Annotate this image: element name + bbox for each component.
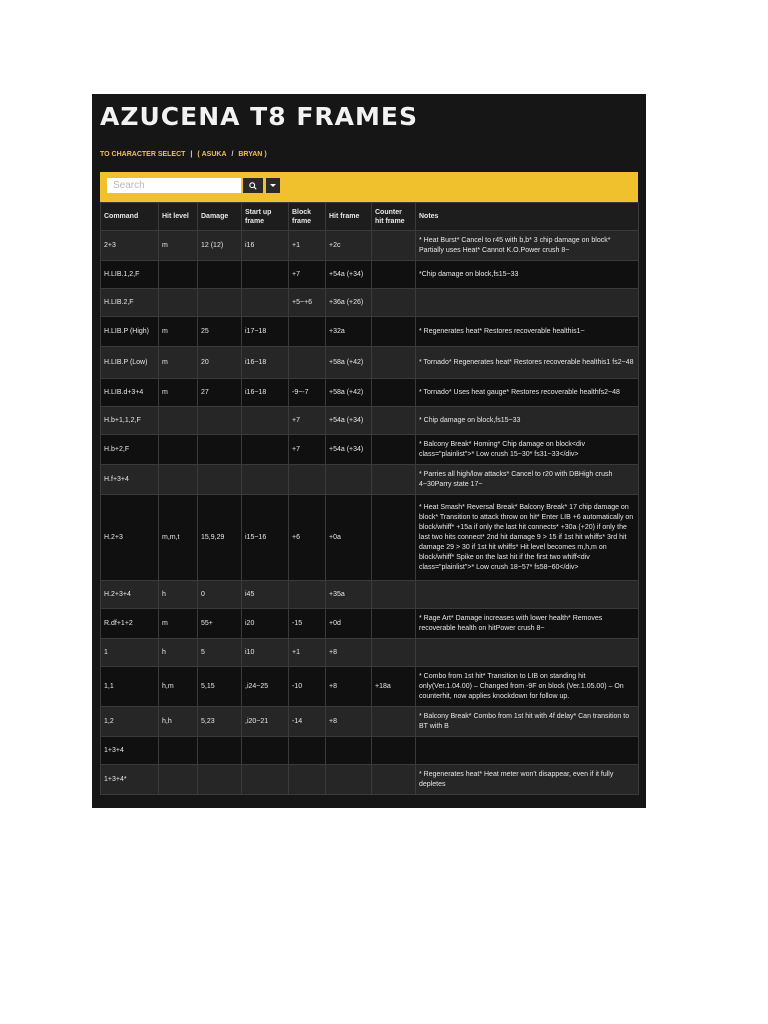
startup-cell: i45 — [242, 581, 289, 609]
hit-level-cell — [159, 465, 198, 495]
damage-cell: 55+ — [198, 609, 242, 639]
frame-data-panel — [92, 94, 646, 808]
command-cell: 1 — [101, 639, 159, 667]
damage-cell — [198, 737, 242, 765]
table-row — [101, 289, 639, 317]
notes-cell: * Rage Art* Damage increases with lower health* Removes recoverable health on hitPower crush 8~ — [416, 609, 639, 639]
startup-cell — [242, 435, 289, 465]
counter-hit-cell — [372, 289, 416, 317]
damage-cell: 0 — [198, 581, 242, 609]
command-cell: H.LIB.2,F — [101, 289, 159, 317]
startup-cell — [242, 261, 289, 289]
notes-cell: * Parries all high/low attacks* Cancel to r20 with DBHigh crush 4~30Parry state 17~ — [416, 465, 639, 495]
notes-cell: * Tornado* Uses heat gauge* Restores recoverable healthfs2~48 — [416, 379, 639, 407]
column-header-startup[interactable]: Start up frame — [242, 203, 289, 231]
counter-hit-cell — [372, 261, 416, 289]
search-button[interactable] — [243, 178, 263, 193]
startup-cell: i16~18 — [242, 379, 289, 407]
damage-cell: 27 — [198, 379, 242, 407]
command-cell: H.f+3+4 — [101, 465, 159, 495]
counter-hit-cell — [372, 581, 416, 609]
table-row — [101, 581, 639, 609]
table-header-row — [101, 203, 639, 231]
hit-frame-cell: +36a (+26) — [326, 289, 372, 317]
counter-hit-cell — [372, 495, 416, 581]
hit-level-cell — [159, 435, 198, 465]
damage-cell — [198, 765, 242, 795]
counter-hit-cell — [372, 609, 416, 639]
block-frame-cell — [289, 737, 326, 765]
block-frame-cell: +1 — [289, 231, 326, 261]
startup-cell: ,i20~21 — [242, 707, 289, 737]
counter-hit-cell — [372, 379, 416, 407]
hit-level-cell — [159, 407, 198, 435]
table-row — [101, 261, 639, 289]
command-cell: H.LIB.P (High) — [101, 317, 159, 347]
damage-cell — [198, 465, 242, 495]
hit-level-cell: m,m,t — [159, 495, 198, 581]
search-icon — [249, 182, 257, 190]
asuka-link[interactable]: ASUKA — [201, 151, 227, 158]
hit-frame-cell: +54a (+34) — [326, 435, 372, 465]
column-header-hit-level[interactable]: Hit level — [159, 203, 198, 231]
command-cell: H.b+1,1,2,F — [101, 407, 159, 435]
frame-data-table — [100, 202, 639, 795]
block-frame-cell — [289, 347, 326, 379]
block-frame-cell — [289, 581, 326, 609]
hit-frame-cell — [326, 465, 372, 495]
column-header-hit[interactable]: Hit frame — [326, 203, 372, 231]
hit-frame-cell: +8 — [326, 639, 372, 667]
hit-level-cell — [159, 261, 198, 289]
notes-cell: * Regenerates heat* Restores recoverable healthis1~ — [416, 317, 639, 347]
hit-frame-cell: +8 — [326, 707, 372, 737]
column-header-notes[interactable]: Notes — [416, 203, 639, 231]
hit-level-cell: m — [159, 317, 198, 347]
table-row — [101, 465, 639, 495]
startup-cell — [242, 737, 289, 765]
notes-cell: * Heat Smash* Reversal Break* Balcony Break* 17 chip damage on block* Transition to attack throw on hit* Enter LIB +6 automatically on block/whiff* +15a if only the last hit connects* +30a (+20) if only the last two hits connect* 2nd hit damage 9 > 15 if 1st hit whiffs* 3rd hit damage 29 > 30 if 1st hit whiffs* Hit level becomes m,h,m on block/whiff* Spike on the last hit if the first two whiff<div class="plainlist">* Low crush 18~57* fs58~60</div> — [416, 495, 639, 581]
command-cell: 1+3+4 — [101, 737, 159, 765]
hit-level-cell: m — [159, 379, 198, 407]
hit-level-cell: m — [159, 231, 198, 261]
notes-cell: * Combo from 1st hit* Transition to LIB on standing hit only(Ver.1.04.00) – Changed from -9F on block (Ver.1.05.00) – On counterhit, now applies knockdown for follow up. — [416, 667, 639, 707]
command-cell: H.LIB.1,2,F — [101, 261, 159, 289]
hit-level-cell — [159, 765, 198, 795]
table-row — [101, 639, 639, 667]
table-body — [101, 231, 639, 795]
hit-frame-cell: +2c — [326, 231, 372, 261]
table-row — [101, 495, 639, 581]
startup-cell: i10 — [242, 639, 289, 667]
hit-frame-cell: +8 — [326, 667, 372, 707]
command-cell: 2+3 — [101, 231, 159, 261]
counter-hit-cell — [372, 231, 416, 261]
command-cell: H.LIB.d+3+4 — [101, 379, 159, 407]
search-input[interactable] — [107, 178, 241, 193]
hit-frame-cell: +58a (+42) — [326, 347, 372, 379]
damage-cell — [198, 407, 242, 435]
table-row — [101, 347, 639, 379]
hit-level-cell — [159, 737, 198, 765]
hit-level-cell — [159, 289, 198, 317]
table-row — [101, 379, 639, 407]
command-cell: 1+3+4* — [101, 765, 159, 795]
counter-hit-cell — [372, 407, 416, 435]
block-frame-cell: -15 — [289, 609, 326, 639]
notes-cell — [416, 639, 639, 667]
damage-cell: 20 — [198, 347, 242, 379]
block-frame-cell — [289, 317, 326, 347]
startup-cell — [242, 407, 289, 435]
startup-cell: i16~18 — [242, 347, 289, 379]
table-row — [101, 231, 639, 261]
damage-cell: 5,23 — [198, 707, 242, 737]
notes-cell: * Chip damage on block,fs15~33 — [416, 407, 639, 435]
command-cell: H.b+2,F — [101, 435, 159, 465]
startup-cell: i16 — [242, 231, 289, 261]
counter-hit-cell — [372, 465, 416, 495]
block-frame-cell: +7 — [289, 435, 326, 465]
table-row — [101, 667, 639, 707]
damage-cell: 5 — [198, 639, 242, 667]
command-cell: H.2+3 — [101, 495, 159, 581]
notes-cell — [416, 737, 639, 765]
column-header-counter[interactable]: Counter hit frame — [372, 203, 416, 231]
command-cell: H.2+3+4 — [101, 581, 159, 609]
startup-cell: ,i24~25 — [242, 667, 289, 707]
hit-frame-cell — [326, 737, 372, 765]
hit-frame-cell: +32a — [326, 317, 372, 347]
hit-level-cell: h,m — [159, 667, 198, 707]
character-select-link[interactable]: TO CHARACTER SELECT — [100, 151, 186, 158]
damage-cell: 5,15 — [198, 667, 242, 707]
table-row — [101, 765, 639, 795]
counter-hit-cell: +18a — [372, 667, 416, 707]
breadcrumb-separator: | — [190, 151, 193, 158]
counter-hit-cell — [372, 317, 416, 347]
counter-hit-cell — [372, 737, 416, 765]
table-row — [101, 435, 639, 465]
hit-level-cell: m — [159, 609, 198, 639]
counter-hit-cell — [372, 639, 416, 667]
hit-level-cell: h — [159, 581, 198, 609]
notes-cell: * Balcony Break* Homing* Chip damage on block<div class="plainlist">* Low crush 15~30* fs31~33</div> — [416, 435, 639, 465]
startup-cell — [242, 465, 289, 495]
breadcrumb-separator: / — [231, 151, 234, 158]
block-frame-cell: +1 — [289, 639, 326, 667]
hit-level-cell: h,h — [159, 707, 198, 737]
search-bar — [100, 172, 638, 202]
block-frame-cell: -10 — [289, 667, 326, 707]
breadcrumb-paren-open: ( — [197, 151, 200, 158]
command-cell: 1,1 — [101, 667, 159, 707]
column-header-block[interactable]: Block frame — [289, 203, 326, 231]
notes-cell — [416, 581, 639, 609]
breadcrumb-paren-close: ) — [264, 151, 267, 158]
counter-hit-cell — [372, 347, 416, 379]
damage-cell — [198, 289, 242, 317]
options-dropdown-button[interactable] — [266, 178, 280, 193]
damage-cell: 15,9,29 — [198, 495, 242, 581]
block-frame-cell — [289, 765, 326, 795]
column-header-command[interactable]: Command — [101, 203, 159, 231]
damage-cell — [198, 435, 242, 465]
chevron-down-icon — [270, 183, 276, 188]
command-cell: 1,2 — [101, 707, 159, 737]
counter-hit-cell — [372, 765, 416, 795]
hit-level-cell: h — [159, 639, 198, 667]
notes-cell: * Heat Burst* Cancel to r45 with b,b* 3 chip damage on block* Partially uses Heat* Cannot K.O.Power crush 8~ — [416, 231, 639, 261]
column-header-damage[interactable]: Damage — [198, 203, 242, 231]
hit-frame-cell: +58a (+42) — [326, 379, 372, 407]
notes-cell: * Balcony Break* Combo from 1st hit with 4f delay* Can transition to BT with B — [416, 707, 639, 737]
table-row — [101, 317, 639, 347]
breadcrumb — [100, 151, 267, 158]
block-frame-cell: +7 — [289, 261, 326, 289]
hit-frame-cell: +0a — [326, 495, 372, 581]
table-row — [101, 407, 639, 435]
hit-frame-cell: +54a (+34) — [326, 261, 372, 289]
notes-cell: *Chip damage on block,fs15~33 — [416, 261, 639, 289]
notes-cell: * Tornado* Regenerates heat* Restores recoverable healthis1 fs2~48 — [416, 347, 639, 379]
startup-cell: i20 — [242, 609, 289, 639]
startup-cell: i17~18 — [242, 317, 289, 347]
table-row — [101, 737, 639, 765]
command-cell: R.df+1+2 — [101, 609, 159, 639]
startup-cell — [242, 289, 289, 317]
hit-level-cell: m — [159, 347, 198, 379]
damage-cell — [198, 261, 242, 289]
block-frame-cell: -14 — [289, 707, 326, 737]
startup-cell — [242, 765, 289, 795]
bryan-link[interactable]: BRYAN — [238, 151, 263, 158]
startup-cell: i15~16 — [242, 495, 289, 581]
hit-frame-cell: +54a (+34) — [326, 407, 372, 435]
table-row — [101, 707, 639, 737]
block-frame-cell — [289, 465, 326, 495]
command-cell: H.LIB.P (Low) — [101, 347, 159, 379]
block-frame-cell: +7 — [289, 407, 326, 435]
hit-frame-cell: +35a — [326, 581, 372, 609]
table-row — [101, 609, 639, 639]
block-frame-cell: +6 — [289, 495, 326, 581]
damage-cell: 12 (12) — [198, 231, 242, 261]
block-frame-cell: +5~+6 — [289, 289, 326, 317]
counter-hit-cell — [372, 435, 416, 465]
hit-frame-cell: +0d — [326, 609, 372, 639]
hit-frame-cell — [326, 765, 372, 795]
block-frame-cell: -9~-7 — [289, 379, 326, 407]
damage-cell: 25 — [198, 317, 242, 347]
counter-hit-cell — [372, 707, 416, 737]
page-title: AZUCENA T8 FRAMES — [100, 102, 418, 131]
notes-cell — [416, 289, 639, 317]
notes-cell: * Regenerates heat* Heat meter won't disappear, even if it fully depletes — [416, 765, 639, 795]
